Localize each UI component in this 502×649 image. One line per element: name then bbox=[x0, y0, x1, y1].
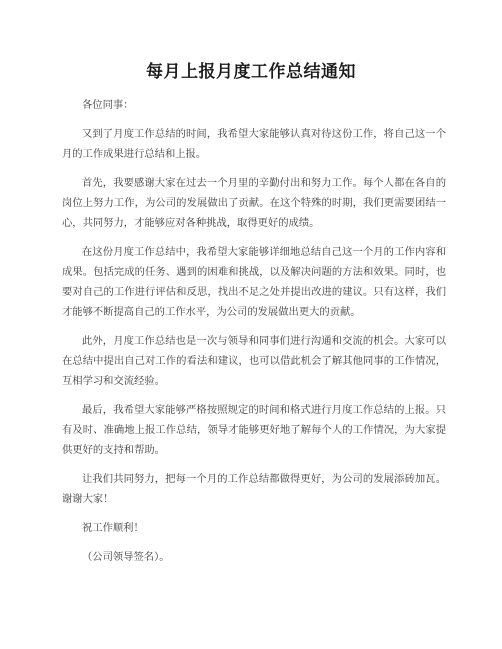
closing-wish: 祝工作顺利！ bbox=[82, 522, 144, 534]
paragraph-intro: 又到了月度工作总结的时间，我希望大家能够认真对待这份工作，将自己这一个月的工作成果进行总结和上报。 bbox=[62, 128, 446, 160]
salutation: 各位同事： bbox=[82, 99, 134, 111]
document-title: 每月上报月度工作总结通知 bbox=[146, 62, 356, 82]
paragraph-deadline: 最后，我希望大家能够严格按照规定的时间和格式进行月度工作总结的上报。只有及时、准确地上报工作总结，领导才能够更好地了解每个人的工作情况，为大家提供更好的支持和帮助。 bbox=[62, 404, 446, 456]
paragraph-communication: 此外，月度工作总结也是一次与领导和同事们进行沟通和交流的机会。大家可以在总结中提出自己对工作的看法和建议，也可以借此机会了解其他同事的工作情况，互相学习和交流经验。 bbox=[62, 335, 446, 387]
paragraph-closing-remark: 让我们共同努力，把每一个月的工作总结都做得更好，为公司的发展添砖加瓦。谢谢大家！ bbox=[62, 473, 446, 505]
paragraph-thanks: 首先，我要感谢大家在过去一个月里的辛勤付出和努力工作。每个人都在各自的岗位上努力工作，为公司的发展做出了贡献。在这个特殊的时期，我们更需要团结一心，共同努力，才能够应对各种挑战，取得更好的成绩。 bbox=[62, 177, 446, 229]
paragraph-content: 在这份月度工作总结中，我希望大家能够详细地总结自己这一个月的工作内容和成果。包括完成的任务、遇到的困难和挑战，以及解决问题的方法和效果。同时，也要对自己的工作进行评估和反思，找出不足之处并提出改进的建议。只有这样，我们才能够不断提高自己的工作水平，为公司的发展做出更大的贡献。 bbox=[62, 246, 446, 318]
document-body bbox=[62, 95, 446, 576]
signature: （公司领导签名）。 bbox=[82, 551, 170, 563]
